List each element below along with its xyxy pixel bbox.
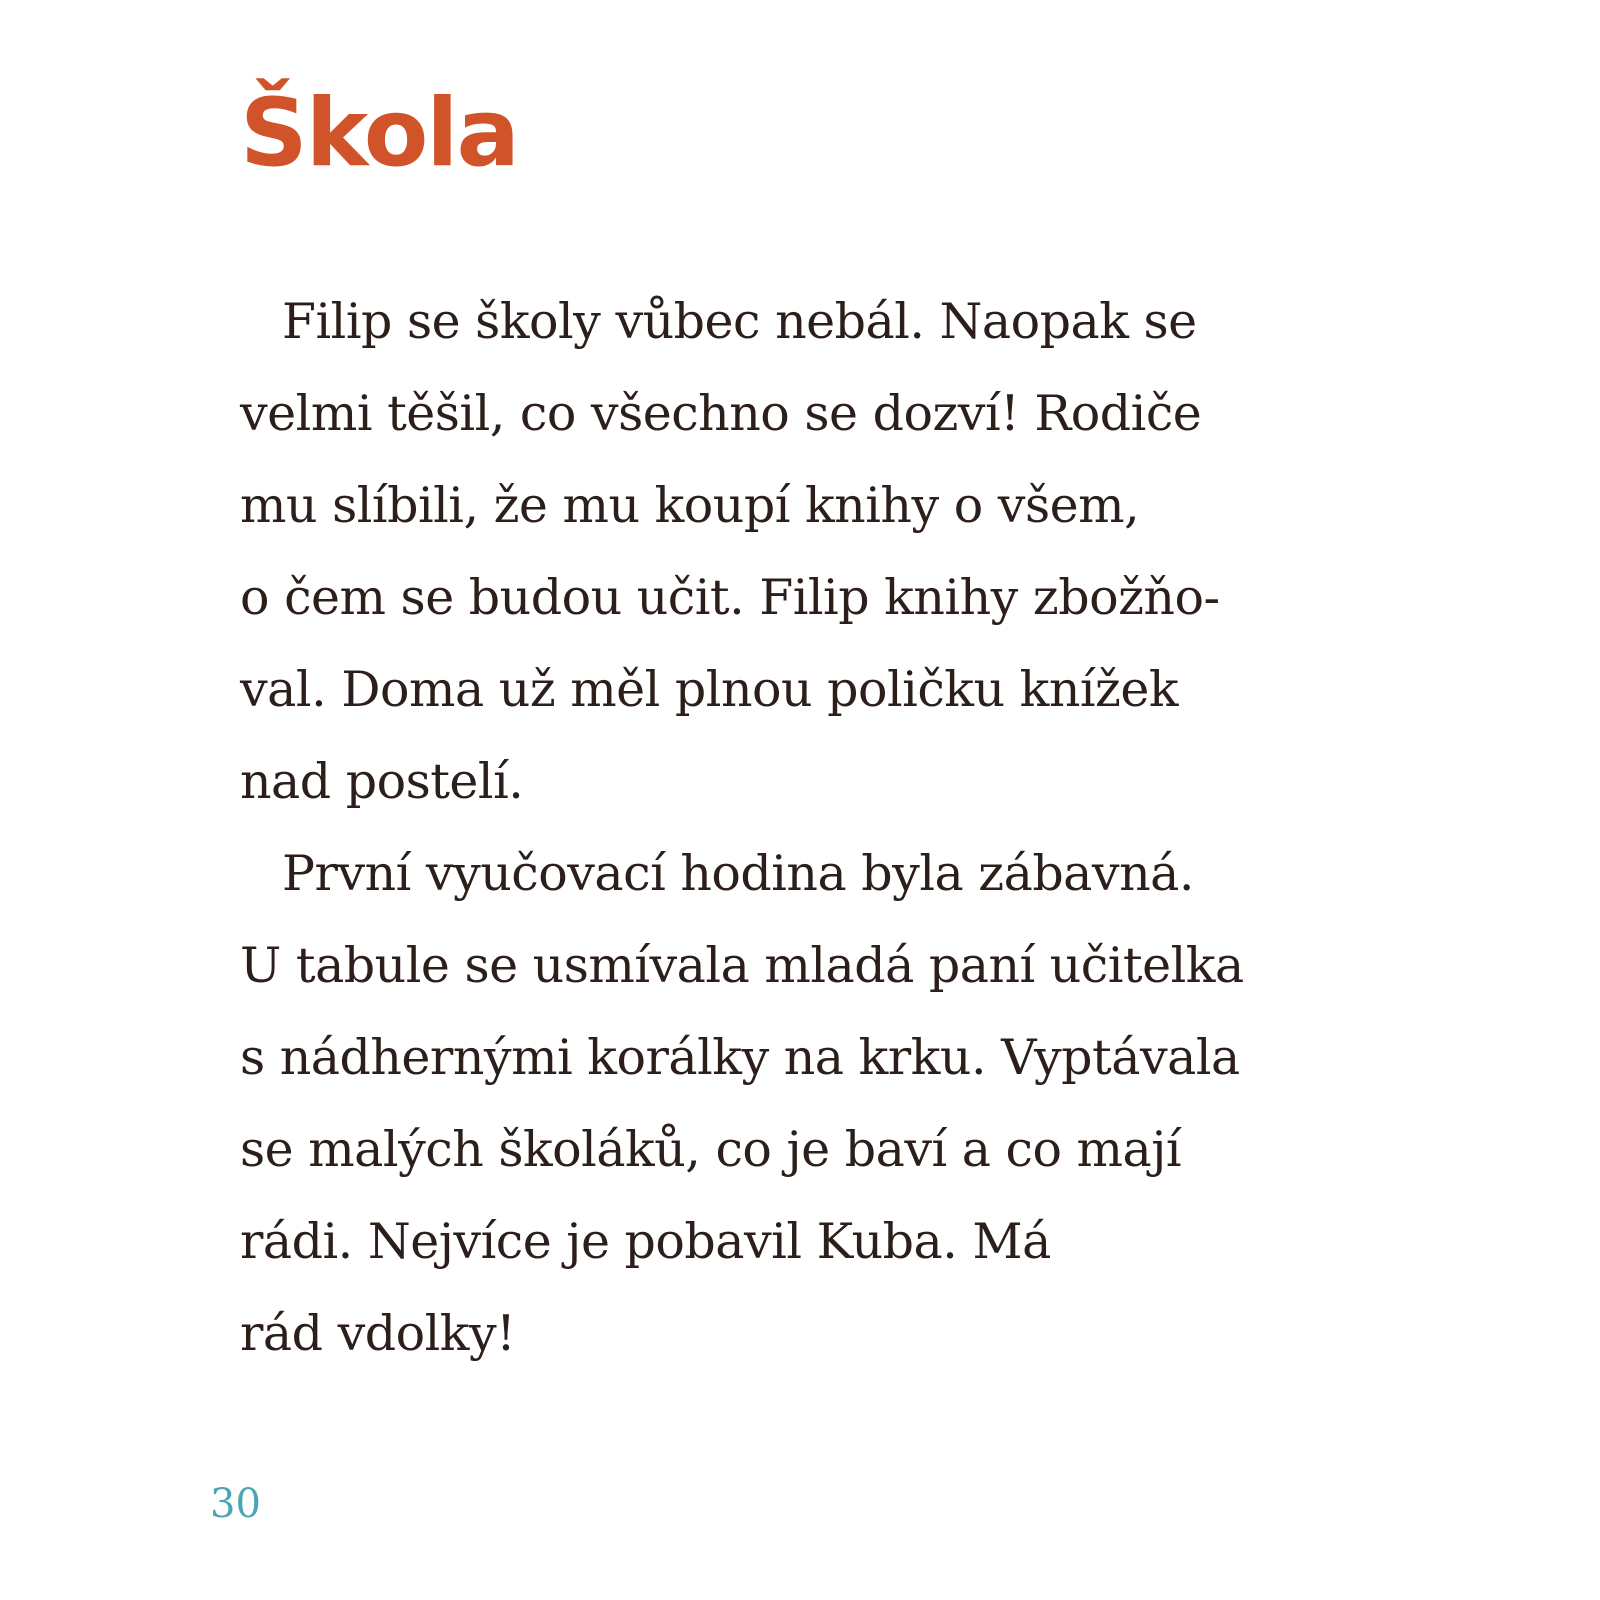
chapter-title: Škola: [240, 79, 518, 188]
paragraph-1: [240, 287, 1300, 839]
text-line: o čem se budou učit. Filip knihy zbožňo-: [240, 569, 1220, 626]
text-line: U tabule se usmívala mladá paní učitelka: [240, 937, 1244, 994]
chapter-body: [240, 287, 1300, 1391]
text-line: velmi těšil, co všechno se dozví! Rodiče: [240, 385, 1202, 442]
text-line: s nádhernými korálky na krku. Vyptávala: [240, 1029, 1240, 1086]
text-line: nad postelí.: [240, 753, 524, 810]
text-line: rádi. Nejvíce je pobavil Kuba. Má: [240, 1213, 1051, 1270]
text-line: Filip se školy vůbec nebál. Naopak se: [282, 293, 1197, 350]
text-line: val. Doma už měl plnou poličku knížek: [240, 661, 1179, 718]
text-line: rád vdolky!: [240, 1305, 516, 1362]
text-line: se malých školáků, co je baví a co mají: [240, 1121, 1182, 1178]
paragraph-2: [240, 839, 1300, 1391]
page-number: 30: [210, 1481, 261, 1527]
text-line: mu slíbili, že mu koupí knihy o všem,: [240, 477, 1140, 534]
text-line: První vyučovací hodina byla zábavná.: [282, 845, 1194, 902]
